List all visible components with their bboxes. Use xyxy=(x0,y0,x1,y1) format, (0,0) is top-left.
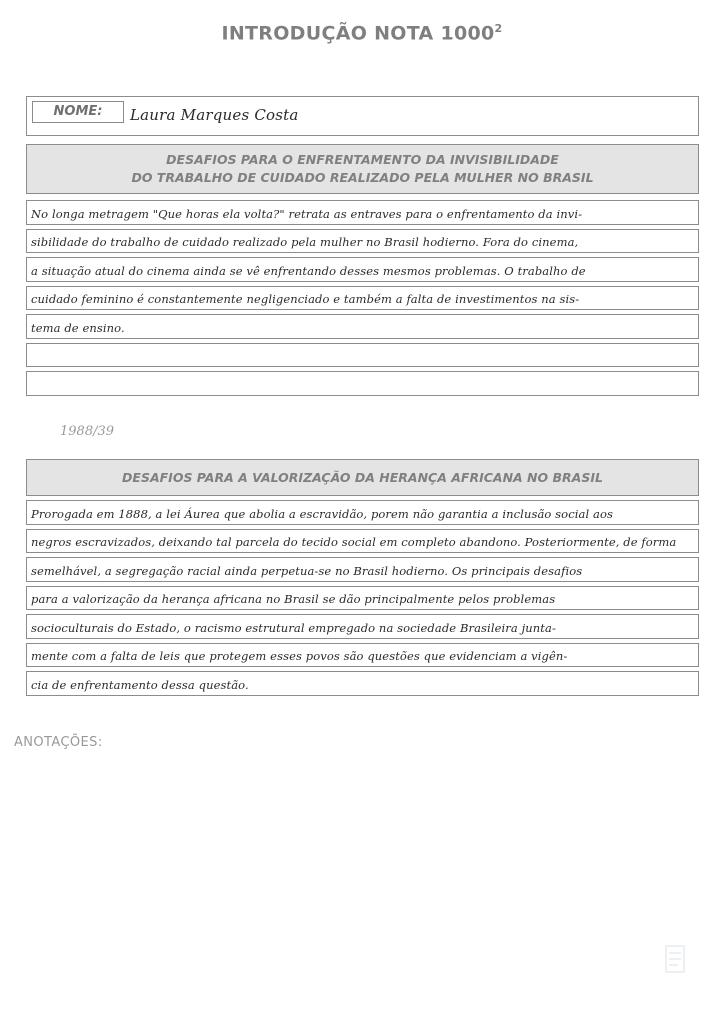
handwritten-text: mente com a falta de leis que protegem esses povos são questões que evidenciam a vigên- xyxy=(31,649,568,663)
pencil-note: 1988/39 xyxy=(60,424,115,439)
writing-line[interactable] xyxy=(26,286,699,311)
writing-line[interactable] xyxy=(26,557,699,582)
writing-line[interactable] xyxy=(26,371,699,396)
writing-line[interactable] xyxy=(26,257,699,282)
section-2-header: DESAFIOS PARA A VALORIZAÇÃO DA HERANÇA AFRICANA NO BRASIL xyxy=(26,459,699,496)
annotations-label: ANOTAÇÕES: xyxy=(14,735,103,750)
page-title xyxy=(0,22,724,44)
handwritten-text: Prorogada em 1888, a lei Áurea que abolia a escravidão, porem não garantia a inclusão social aos xyxy=(31,506,613,521)
handwritten-text: semelhável, a segregação racial ainda perpetua-se no Brasil hodierno. Os principais desafios xyxy=(31,563,583,578)
handwritten-text: para a valorização da herança africana no Brasil se dão principalmente pelos problemas xyxy=(31,592,556,606)
handwritten-text: No longa metragem "Que horas ela volta?" retrata as entraves para o enfrentamento da invi- xyxy=(31,206,583,221)
name-value: Laura Marques Costa xyxy=(130,106,299,124)
section-2-lines xyxy=(26,500,699,700)
handwritten-text: socioculturais do Estado, o racismo estrutural empregado na sociedade Brasileira junta- xyxy=(31,620,556,635)
writing-line[interactable] xyxy=(26,586,699,611)
handwritten-text: a situação atual do cinema ainda se vê enfrentando desses mesmos problemas. O trabalho de xyxy=(31,263,586,278)
writing-line[interactable] xyxy=(26,671,699,696)
page-title-superscript: 2 xyxy=(494,22,503,35)
handwritten-text: tema de ensino. xyxy=(31,320,125,335)
writing-line[interactable] xyxy=(26,643,699,668)
writing-line[interactable] xyxy=(26,529,699,554)
handwritten-text: cia de enfrentamento dessa questão. xyxy=(31,677,249,692)
writing-line[interactable] xyxy=(26,229,699,254)
handwritten-text: cuidado feminino é constantemente negligenciado e também a falta de investimentos na sis- xyxy=(31,292,580,306)
handwritten-text: sibilidade do trabalho de cuidado realizado pela mulher no Brasil hodierno. Fora do cinema, xyxy=(31,235,579,249)
writing-line[interactable] xyxy=(26,314,699,339)
page-title-text: INTRODUÇÃO NOTA 1000 xyxy=(221,22,495,45)
section-1-header-line-2: DO TRABALHO DE CUIDADO REALIZADO PELA MULHER NO BRASIL xyxy=(131,170,594,185)
writing-line[interactable] xyxy=(26,200,699,225)
writing-line[interactable] xyxy=(26,343,699,368)
name-field[interactable] xyxy=(26,96,699,136)
writing-line[interactable] xyxy=(26,500,699,525)
section-1-lines xyxy=(26,200,699,400)
name-label: NOME: xyxy=(32,101,124,123)
section-1-header-line-1: DESAFIOS PARA O ENFRENTAMENTO DA INVISIBILIDADE xyxy=(166,152,559,167)
writing-line[interactable] xyxy=(26,614,699,639)
handwritten-text: negros escravizados, deixando tal parcela do tecido social em completo abandono. Posteriormente, de forma xyxy=(31,535,677,549)
section-1-header xyxy=(26,144,699,194)
watermark-logo-icon xyxy=(664,944,686,974)
